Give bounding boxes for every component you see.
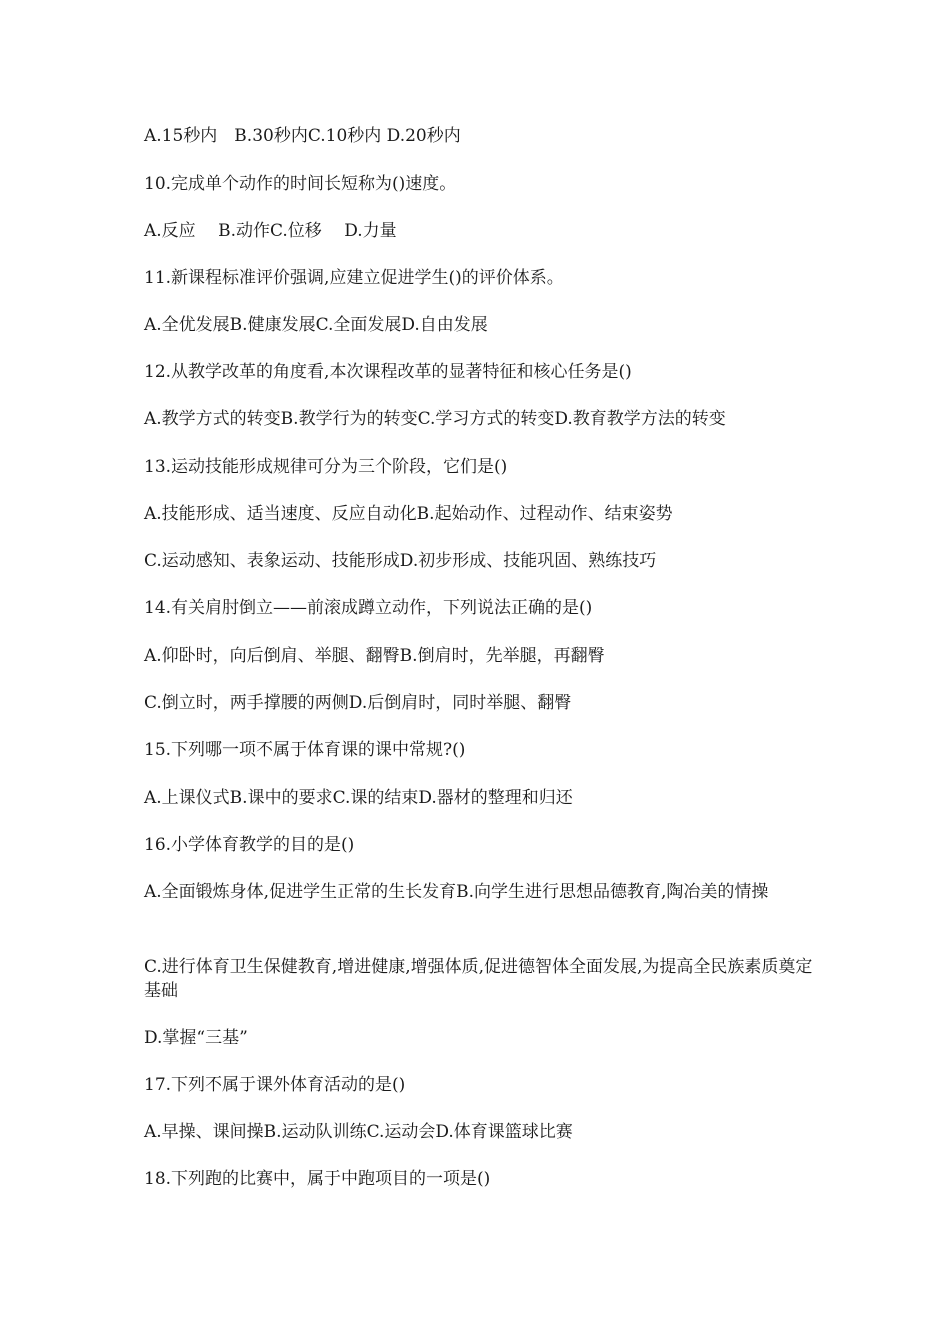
q12-options: A.教学方式的转变B.教学行为的转变C.学习方式的转变D.教育教学方法的转变 bbox=[144, 409, 726, 429]
q10-options: A.反应 B.动作C.位移 D.力量 bbox=[144, 221, 397, 241]
q17-question: 17.下列不属于课外体育活动的是() bbox=[144, 1075, 406, 1095]
q15-options: A.上课仪式B.课中的要求C.课的结束D.器材的整理和归还 bbox=[144, 788, 573, 808]
q11-question: 11.新课程标准评价强调,应建立促进学生()的评价体系。 bbox=[144, 268, 564, 288]
q14-question: 14.有关肩肘倒立——前滚成蹲立动作，下列说法正确的是() bbox=[144, 598, 593, 618]
q14-options-ab: A.仰卧时，向后倒肩、举腿、翻臀B.倒肩时，先举腿，再翻臀 bbox=[144, 646, 605, 666]
q10-question: 10.完成单个动作的时间长短称为()速度。 bbox=[144, 174, 457, 194]
q13-options-cd: C.运动感知、表象运动、技能形成D.初步形成、技能巩固、熟练技巧 bbox=[144, 551, 657, 571]
q12-question: 12.从教学改革的角度看,本次课程改革的显著特征和核心任务是() bbox=[144, 362, 632, 382]
q18-question: 18.下列跑的比赛中，属于中跑项目的一项是() bbox=[144, 1169, 491, 1189]
q16-option-c: C.进行体育卫生保健教育,增进健康,增强体质,促进德智体全面发展,为提高全民族素质奠定基础 bbox=[144, 957, 813, 1001]
q16-option-d: D.掌握“三基” bbox=[144, 1028, 248, 1048]
q11-options: A.全优发展B.健康发展C.全面发展D.自由发展 bbox=[144, 315, 488, 335]
q9-options: A.15秒内 B.30秒内C.10秒内 D.20秒内 bbox=[144, 126, 461, 146]
q16-option-ab: A.全面锻炼身体,促进学生正常的生长发育B.向学生进行思想品德教育,陶冶美的情操 bbox=[144, 882, 769, 902]
q13-question: 13.运动技能形成规律可分为三个阶段，它们是() bbox=[144, 457, 508, 477]
q13-options-ab: A.技能形成、适当速度、反应自动化B.起始动作、过程动作、结束姿势 bbox=[144, 504, 673, 524]
q15-question: 15.下列哪一项不属于体育课的课中常规?() bbox=[144, 740, 466, 760]
q14-options-cd: C.倒立时，两手撑腰的两侧D.后倒肩时，同时举腿、翻臀 bbox=[144, 693, 572, 713]
q17-options: A.早操、课间操B.运动队训练C.运动会D.体育课篮球比赛 bbox=[144, 1122, 573, 1142]
q16-question: 16.小学体育教学的目的是() bbox=[144, 835, 355, 855]
